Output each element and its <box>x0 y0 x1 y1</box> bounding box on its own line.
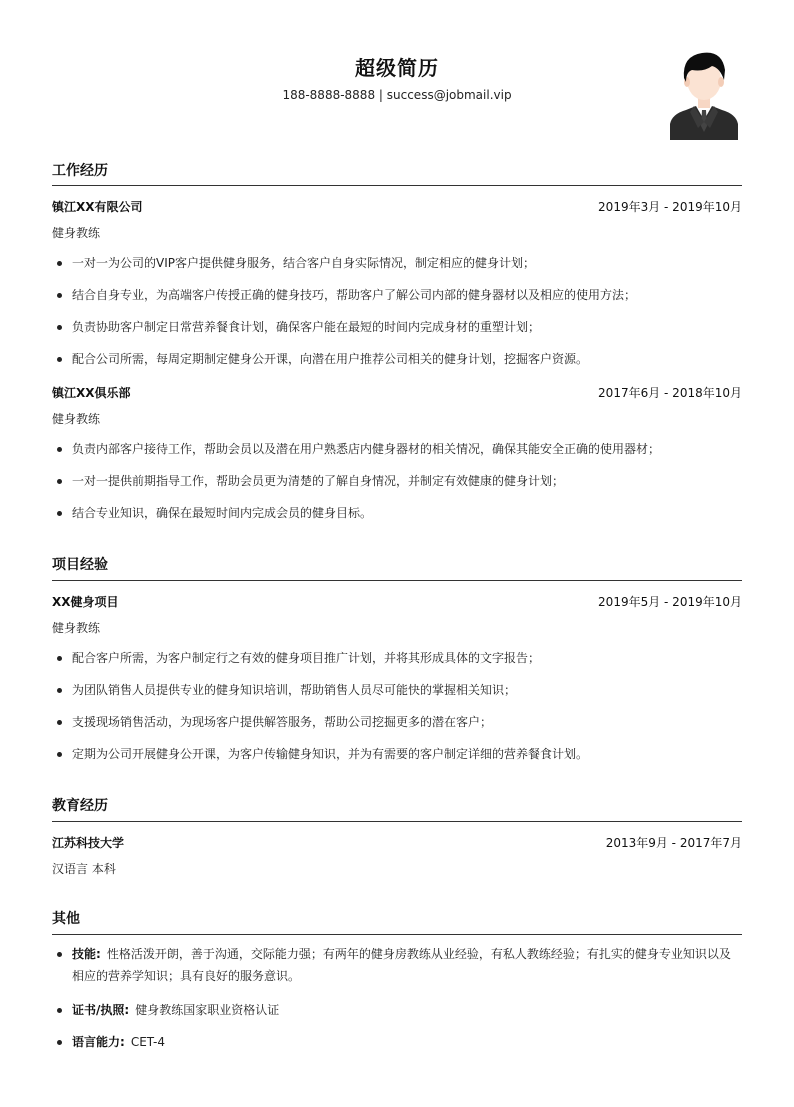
bullet-icon <box>57 293 62 298</box>
bullet-icon <box>57 720 62 725</box>
contact-info: 188-8888-8888 | success@jobmail.vip <box>282 88 512 102</box>
bullet-icon <box>57 511 62 516</box>
bullet-icon <box>57 447 62 452</box>
section-title-education: 教育经历 <box>52 798 108 814</box>
list-item: 负责协助客户制定日常营养餐食计划，确保客户能在最短的时间内完成身材的重塑计划； <box>52 316 742 338</box>
company-name: 镇江XX有限公司 <box>52 200 143 214</box>
section-divider <box>52 934 742 935</box>
resume-header <box>0 0 794 150</box>
list-item: 一对一提供前期指导工作，帮助会员更为清楚的了解自身情况，并制定有效健康的健身计划； <box>52 470 742 492</box>
bullet-icon <box>57 325 62 330</box>
avatar-icon <box>668 48 740 140</box>
section-title-other: 其他 <box>52 911 80 927</box>
work-entry-header <box>52 198 742 216</box>
item-label: 证书/执照: <box>72 1003 130 1017</box>
bullet-icon <box>57 656 62 661</box>
date-range: 2017年6月 - 2018年10月 <box>598 386 742 400</box>
item-text: 健身教练国家职业资格认证 <box>135 1003 280 1017</box>
item-text: CET-4 <box>130 1035 165 1049</box>
school-name: 江苏科技大学 <box>52 836 125 850</box>
list-item: 为团队销售人员提供专业的健身知识培训，帮助销售人员尽可能快的掌握相关知识； <box>52 679 742 701</box>
section-title-project: 项目经验 <box>52 557 108 573</box>
list-item: 支援现场销售活动，为现场客户提供解答服务，帮助公司挖掘更多的潜在客户； <box>52 711 742 733</box>
bullet-icon <box>57 1040 62 1045</box>
list-item: 结合专业知识，确保在最短时间内完成会员的健身目标。 <box>52 502 742 524</box>
list-item: 负责内部客户接待工作，帮助会员以及潜在用户熟悉店内健身器材的相关情况，确保其能安全正确的使用器材； <box>52 438 742 460</box>
project-role: 健身教练 <box>52 621 101 635</box>
list-item: 配合公司所需，每周定期制定健身公开课，向潜在用户推荐公司相关的健身计划，挖掘客户资源。 <box>52 348 742 370</box>
section-divider <box>52 580 742 581</box>
degree: 汉语言 本科 <box>52 862 116 876</box>
list-item: 配合客户所需，为客户制定行之有效的健身项目推广计划，并将其形成具体的文字报告； <box>52 647 742 669</box>
date-range: 2019年5月 - 2019年10月 <box>598 595 742 609</box>
bullet-icon <box>57 688 62 693</box>
item-label: 语言能力: <box>72 1035 125 1049</box>
list-item: 定期为公司开展健身公开课，为客户传输健身知识，并为有需要的客户制定详细的营养餐食计划。 <box>52 743 742 765</box>
candidate-name: 超级简历 <box>355 56 439 80</box>
list-item: 结合自身专业，为高端客户传授正确的健身技巧，帮助客户了解公司内部的健身器材以及相应的使用方法； <box>52 284 742 306</box>
job-title: 健身教练 <box>52 412 101 426</box>
list-item <box>52 999 742 1021</box>
list-item <box>52 943 742 987</box>
project-name: XX健身项目 <box>52 595 119 609</box>
section-title-work: 工作经历 <box>52 163 108 179</box>
item-label: 技能: <box>72 947 101 961</box>
education-entry-header <box>52 834 742 852</box>
date-range: 2019年3月 - 2019年10月 <box>598 200 742 214</box>
job-title: 健身教练 <box>52 226 101 240</box>
list-item: 一对一为公司的VIP客户提供健身服务，结合客户自身实际情况，制定相应的健身计划； <box>52 252 742 274</box>
date-range: 2013年9月 - 2017年7月 <box>605 836 742 850</box>
bullet-icon <box>57 357 62 362</box>
bullet-icon <box>57 479 62 484</box>
item-text: 性格活泼开朗，善于沟通，交际能力强；有两年的健身房教练从业经验，有私人教练经验；有扎实的健身专业知识以及相应的营养学知识；具有良好的服务意识。 <box>72 947 731 983</box>
bullet-icon <box>57 952 62 957</box>
bullet-icon <box>57 1008 62 1013</box>
bullet-icon <box>57 752 62 757</box>
list-item <box>52 1031 742 1053</box>
section-divider <box>52 821 742 822</box>
project-entry-header <box>52 593 742 611</box>
work-entry-header <box>52 384 742 402</box>
bullet-icon <box>57 261 62 266</box>
company-name: 镇江XX俱乐部 <box>52 386 131 400</box>
section-divider <box>52 185 742 186</box>
